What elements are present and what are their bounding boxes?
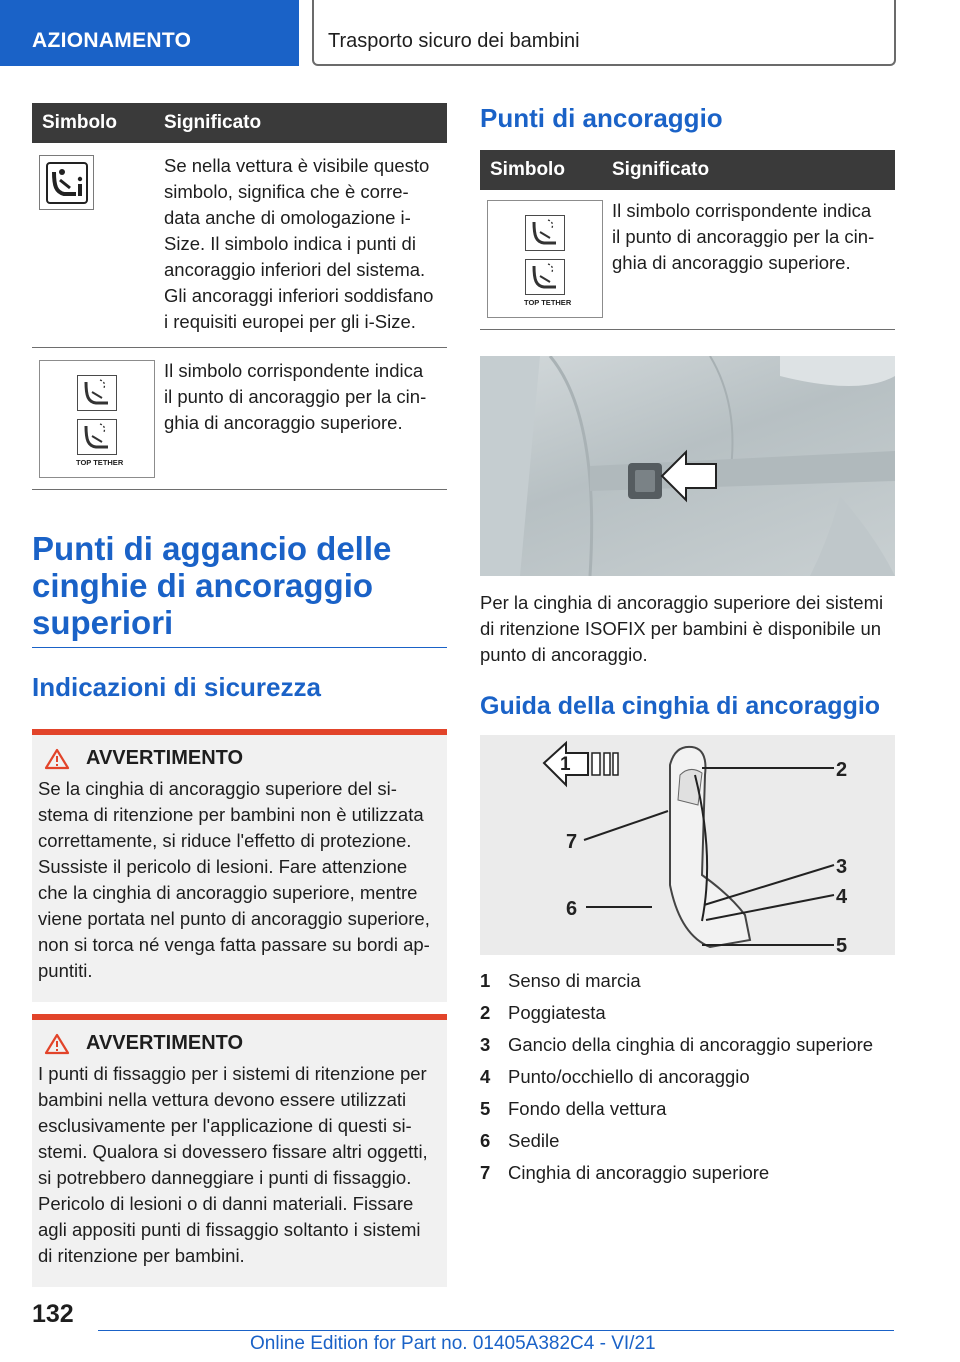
warning-text: Se la cinghia di ancoraggio superiore del si- stema di ritenzione per bambini non è utilizzata correttamente, si riduce l'effetto di protezione. Sussiste il pericolo di lesioni. Fare attenzione che la cinghia di ancoraggio superiore, mentre viene portata nel punto di ancoraggio superiore, non si torca né venga fatta passare su bordi ap- puntiti. [38, 778, 430, 981]
column-header-meaning: Significato [612, 159, 710, 180]
anchor-description: Per la cinghia di ancoraggio superiore dei sistemi di ritenzione ISOFIX per bambini è disponibile un punto di ancoraggio. [480, 592, 884, 665]
page-number: 132 [32, 1300, 74, 1328]
table-row [32, 348, 447, 490]
seat-anchor-icon [525, 215, 565, 251]
warning-title: AVVERTIMENTO [86, 1032, 244, 1054]
guide-heading: Guida della cinghia di ancoraggio [480, 692, 881, 720]
list-item: 5 Fondo della vettura [480, 1098, 667, 1119]
isofix-isize-icon [39, 155, 94, 210]
section-tab: AZIONAMENTO [0, 0, 299, 66]
diagram-label-7: 7 [566, 831, 578, 853]
warning-box [32, 729, 447, 1002]
left-column [32, 103, 447, 1287]
row-meaning-text: Il simbolo corrispondente indica il punto di ancoraggio per la cin- ghia di ancoraggio superiore. [164, 360, 427, 433]
seat-anchor-icon [525, 259, 565, 295]
top-tether-label: TOP TETHER [524, 298, 572, 307]
table-row [32, 143, 447, 348]
safety-heading: Indicazioni di sicurezza [32, 672, 321, 702]
seat-anchor-icon [77, 375, 117, 411]
table-header [480, 150, 895, 190]
diagram-legend [480, 965, 895, 1189]
list-item: 2 Poggiatesta [480, 1002, 606, 1023]
warning-text: I punti di fissaggio per i sistemi di ritenzione per bambini nella vettura devono essere utilizzati esclusivamente per l'applicazione di questi si- stemi. Qualora si dovessero fissare altri oggetti, si potrebbero danneggiare i punti di fissaggio. Pericolo di lesioni o di danni materiali. Fissare agli appositi punti di fissaggio soltanto i sistemi di ritenzione per bambini. [38, 1063, 428, 1266]
right-column [480, 103, 895, 1189]
list-item: 6 Sedile [480, 1130, 560, 1151]
list-item: 1 Senso di marcia [480, 970, 641, 991]
column-header-symbol: Simbolo [42, 112, 117, 133]
diagram-label-6: 6 [566, 898, 578, 920]
top-tether-icon [39, 360, 155, 478]
warning-box [32, 1014, 447, 1287]
seat-anchor-icon [77, 419, 117, 455]
table-row [480, 190, 895, 330]
diagram-label-1: 1 [560, 754, 571, 775]
table-header [32, 103, 447, 143]
diagram-label-2: 2 [836, 759, 848, 781]
column-header-symbol: Simbolo [490, 159, 565, 180]
chapter-title: Trasporto sicuro dei bambini [312, 0, 896, 66]
column-header-meaning: Significato [164, 112, 262, 133]
footer-divider [98, 1330, 894, 1331]
top-tether-icon [487, 200, 603, 318]
list-item: 7 Cinghia di ancoraggio superiore [480, 1162, 770, 1183]
list-item: 3 Gancio della cinghia di ancoraggio superiore [480, 1034, 874, 1055]
section-heading: Punti di aggancio delle cinghie di ancoraggio superiori [32, 530, 447, 648]
row-meaning-text: Il simbolo corrispondente indica il punto di ancoraggio per la cin- ghia di ancoraggio superiore. [612, 200, 875, 273]
warning-triangle-icon [44, 1033, 70, 1055]
warning-triangle-icon [44, 748, 70, 770]
row-meaning-text: Se nella vettura è visibile questo simbolo, significa che è corre- data anche di omologazione i- Size. Il simbolo indica i punti di ancoraggio inferiori del sistema. Gli ancoraggi inferiori soddisfano i requisiti europei per gli i-Size. [164, 155, 434, 332]
anchor-points-heading: Punti di ancoraggio [480, 103, 723, 133]
footer-edition: Online Edition for Part no. 01405A382C4 - VI/21 [250, 1333, 656, 1354]
anchor-point-photo [480, 356, 895, 576]
diagram-label-3: 3 [836, 856, 848, 878]
diagram-label-5: 5 [836, 935, 848, 955]
list-item: 4 Punto/occhiello di ancoraggio [480, 1066, 750, 1087]
tether-routing-diagram [480, 735, 895, 955]
warning-title: AVVERTIMENTO [86, 747, 244, 769]
diagram-label-4: 4 [836, 886, 848, 908]
top-tether-label: TOP TETHER [76, 458, 124, 467]
